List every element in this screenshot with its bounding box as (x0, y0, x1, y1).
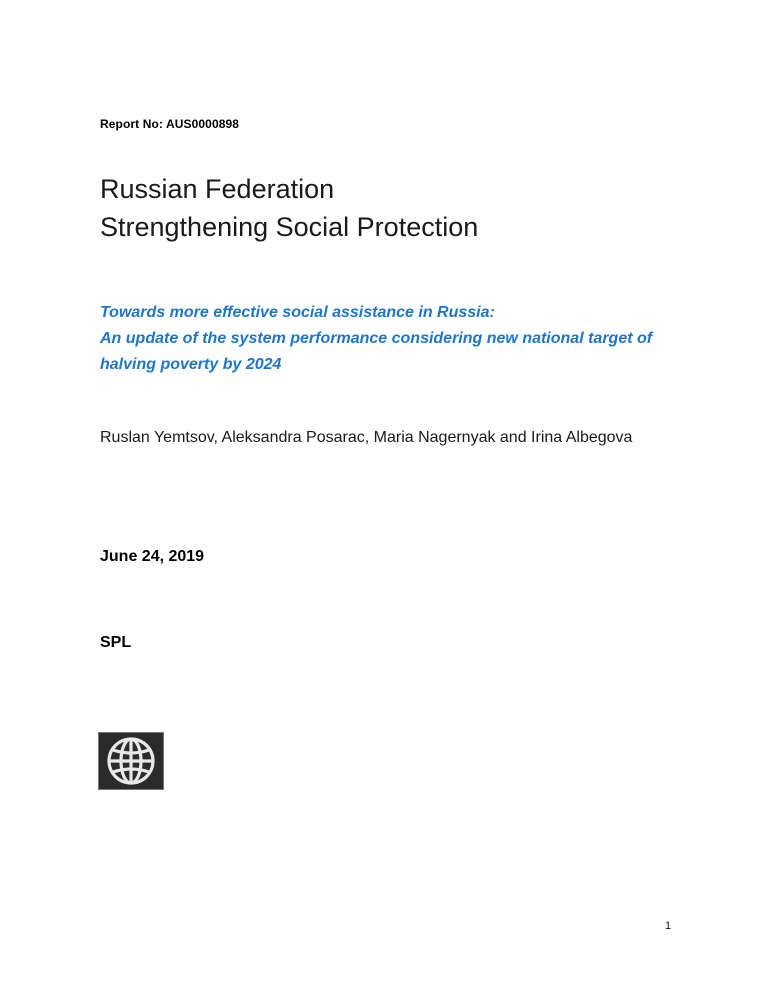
report-date: June 24, 2019 (100, 548, 205, 565)
document-subtitle (100, 300, 670, 378)
world-bank-logo (98, 732, 164, 790)
page-number: 1 (665, 920, 672, 932)
report-number: Report No: AUS0000898 (100, 117, 240, 131)
subtitle-line-2: An update of the system performance considering new national target of halving poverty by 2024 (100, 330, 653, 373)
title-line-1: Russian Federation (100, 174, 335, 204)
document-title (100, 170, 478, 246)
subtitle-line-1: Towards more effective social assistance in Russia: (100, 304, 495, 321)
globe-icon (104, 734, 158, 788)
authors: Ruslan Yemtsov, Aleksandra Posarac, Maria Nagernyak and Irina Albegova (100, 429, 633, 446)
title-line-2: Strengthening Social Protection (100, 212, 479, 242)
unit-code: SPL (100, 634, 132, 651)
